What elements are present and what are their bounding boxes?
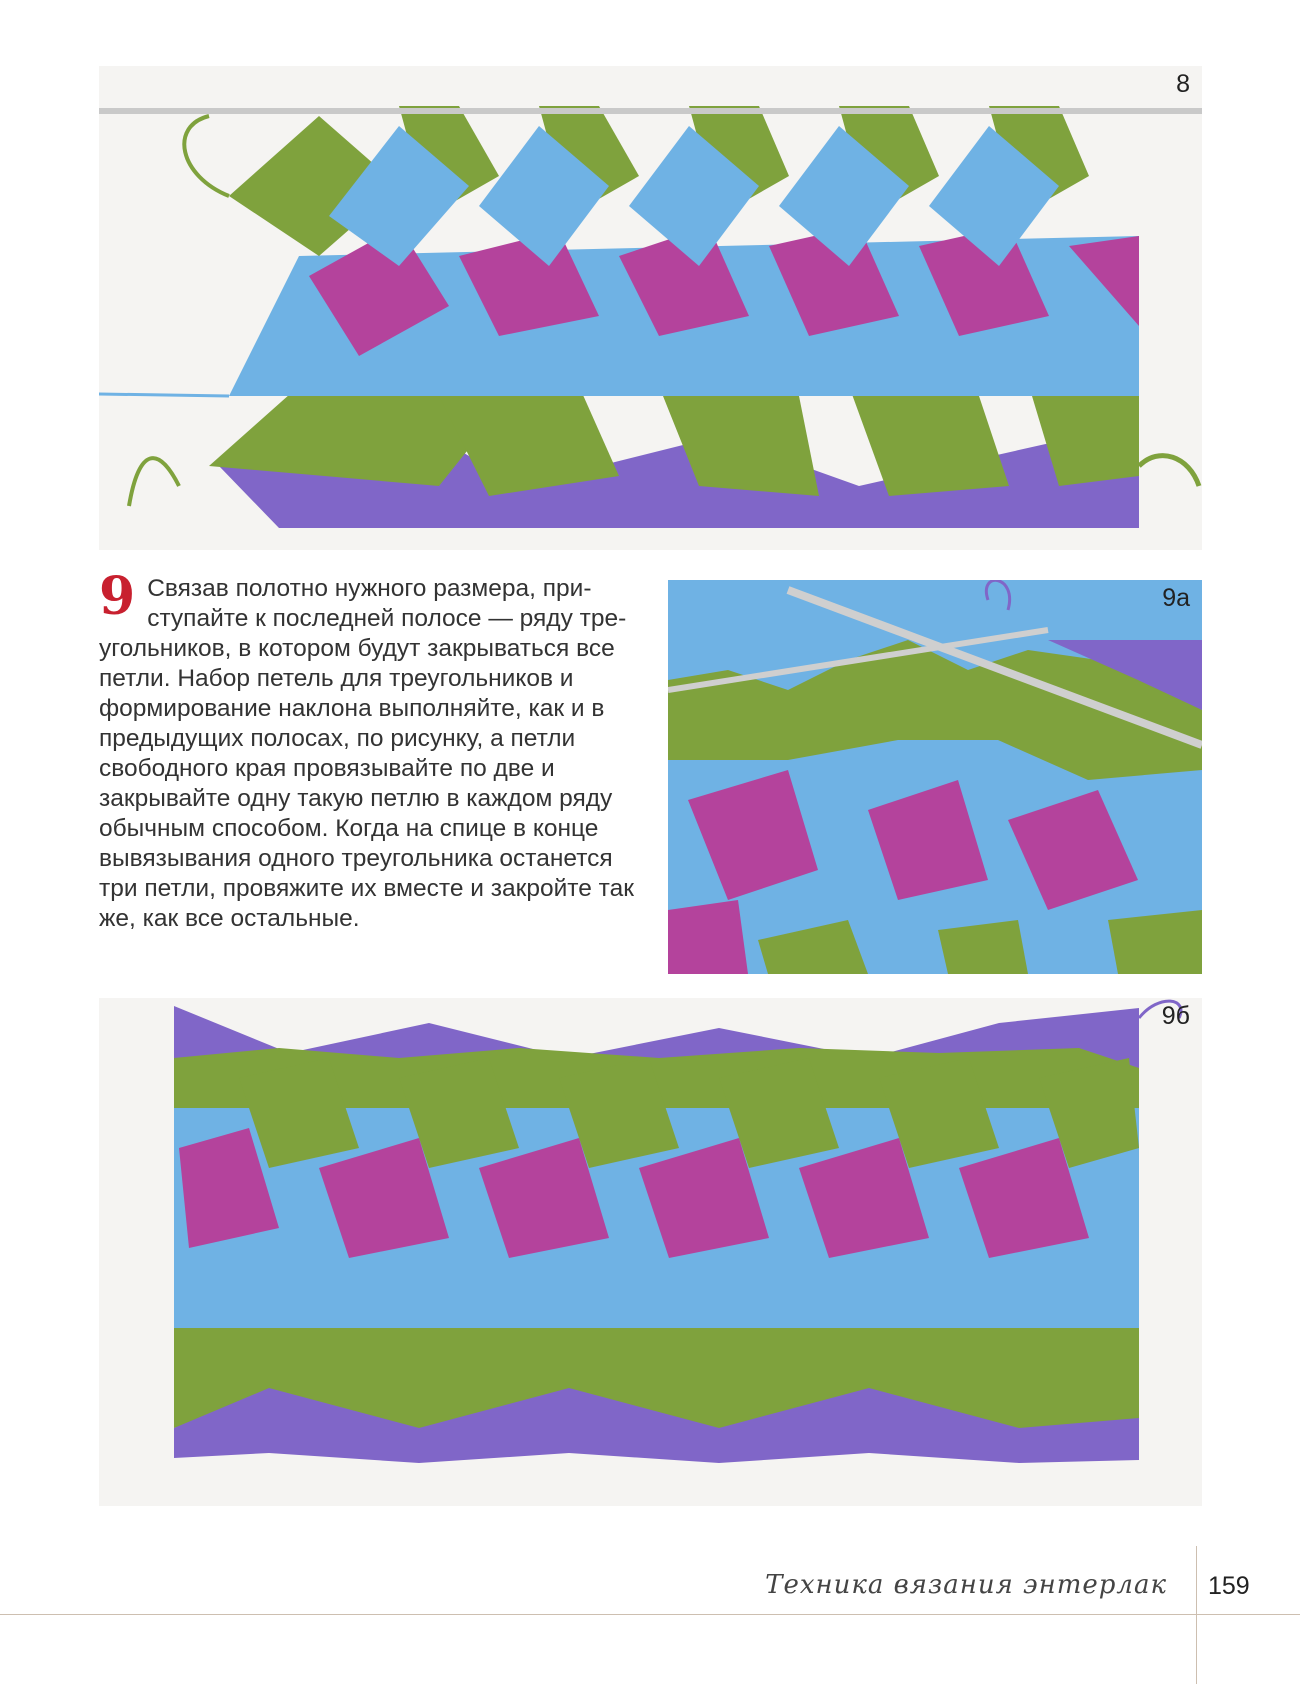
figure-9b-label: 9б [1161,1002,1190,1030]
figure-9b-photo [99,998,1202,1506]
step-9-block [99,566,639,934]
figure-8-label: 8 [1176,70,1190,98]
footer-rule [0,1614,1300,1615]
figure-9a-knitting-illustration [668,580,1202,974]
footer-section-title: Техника вязания энтерлак [765,1570,1167,1600]
page-number: 159 [1208,1572,1250,1600]
footer-vertical-rule [1196,1546,1197,1684]
step-number: 9 [99,566,136,627]
figure-9b-knitting-illustration [99,998,1202,1506]
figure-8-knitting-illustration [99,66,1202,550]
step-text: Связав полотно нужного размера, приступайте к последней полосе — ряду треугольников, в котором будут закрываться все петли. Набор петель для треугольников и формирование наклона выполняйте, как и в предыдущих полосах, по рисунку, а петли свободного края провязывайте по две и закрывайте одну такую петлю в каждом ряду обычным способом. Когда на спице в конце вывязывания одного треугольника останется три петли, провяжите их вместе и закройте так же, как все остальные. [99,575,634,932]
figure-9a-label: 9а [1162,584,1190,612]
figure-8-photo [99,66,1202,550]
figure-9a-photo [668,580,1202,974]
